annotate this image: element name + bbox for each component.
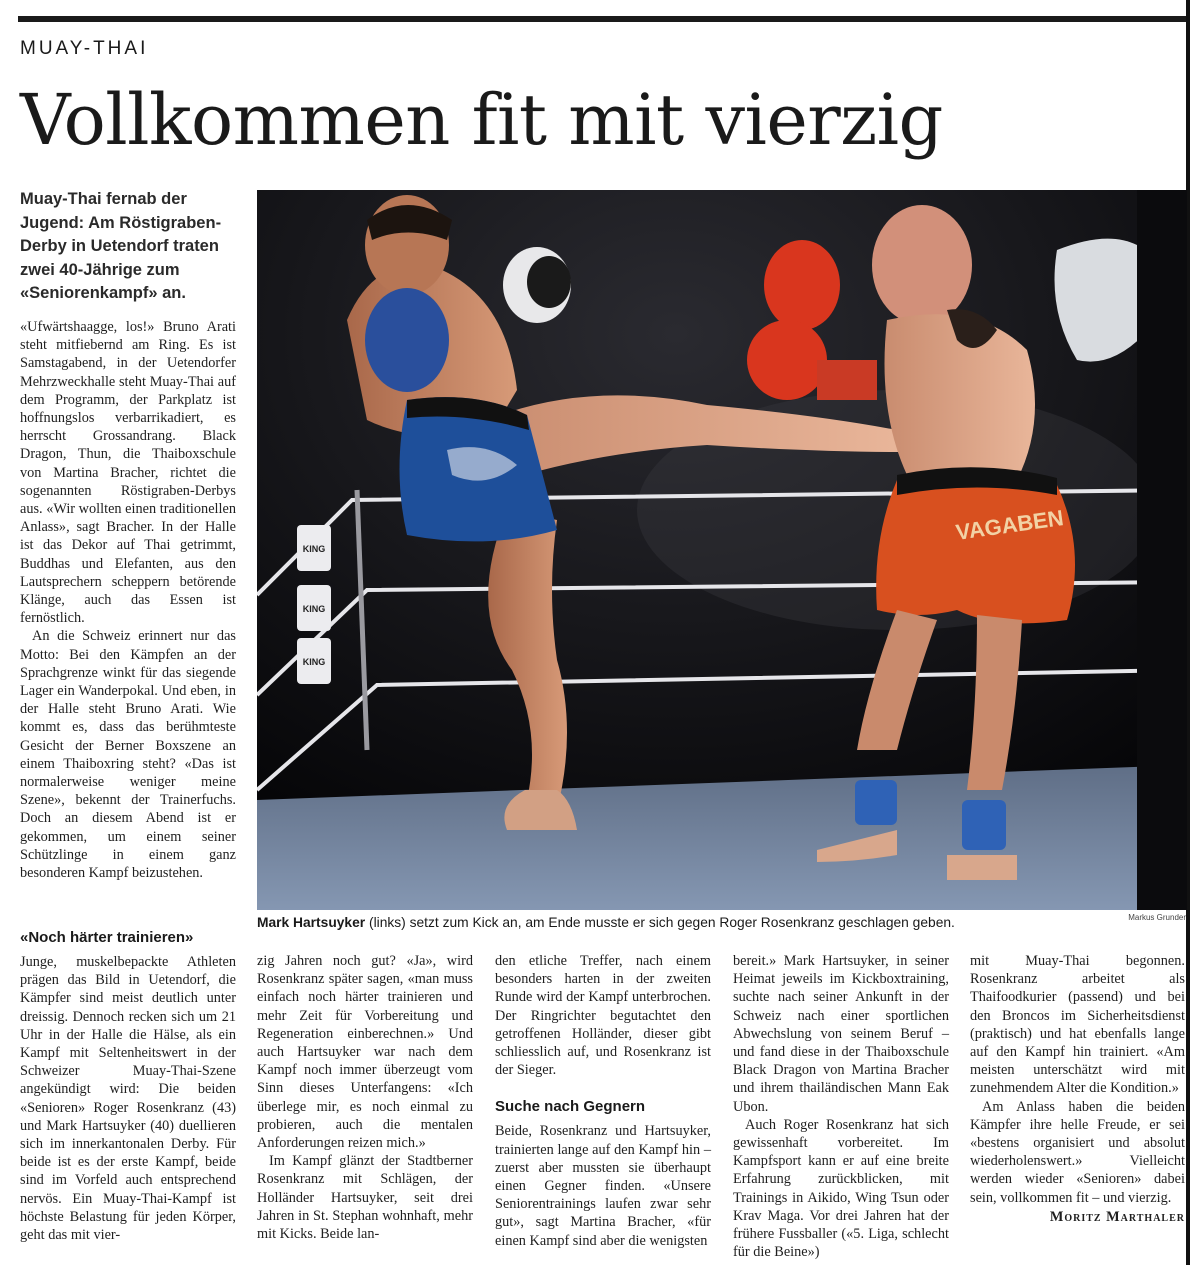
- caption-text: (links) setzt zum Kick an, am Ende musste er sich gegen Roger Rosenkranz geschlagen geben.: [365, 915, 955, 930]
- photo-caption: [257, 915, 1057, 930]
- column-5: [970, 952, 1185, 1226]
- column-4: [733, 952, 949, 1261]
- top-rule: [18, 16, 1190, 22]
- paragraph: Auch Roger Rosenkranz hat sich gewissenhaft vorbereitet. Im Kampfsport kann er auf eine breite Erfahrung zurückblicken, mit Trainings in Aikido, Wing Tsun oder Krav Maga. Vor drei Jahren hat der frühere Fussballer («5. Liga, schlecht für die Beine»): [733, 1116, 949, 1261]
- subheading: «Noch härter trainieren»: [20, 929, 194, 946]
- paragraph: zig Jahren noch gut? «Ja», wird Rosenkranz später sagen, «man muss einfach noch härter trainieren und mehr Zeit für Vorbereitung und Regeneration einberechnen.» Und auch Hartsuyker war nach dem Kampf noch immer überzeugt vom Sinn dieses Unterfangens: «Ich überlege mir, es noch einmal zu probieren, auch die mentalen Anforderungen reizen mich.»: [257, 953, 473, 1152]
- shorts-text: VAGABEN: [954, 505, 1066, 545]
- photo-credit: Markus Grunder: [1128, 913, 1186, 922]
- column-3: [495, 952, 711, 1250]
- paragraph: den etliche Treffer, nach einem besonders harten in der zweiten Runde wird der Kampf unterbrochen. Der Ringrichter begutachtet den getroffenen Holländer, dieser gibt schliesslich auf, und Rosenkranz ist der Sieger.: [495, 953, 711, 1079]
- paragraph: «Ufwärtshaagge, los!» Bruno Arati steht mitfiebernd am Ring. Es ist Samstagabend, in der Uetendorfer Mehrzweckhalle steht Muay-Thai auf dem Programm, der Parkplatz ist hoffnungslos verbarrikadiert, es herrscht Grossandrang. Black Dragon, Thun, die Thaiboxschule von Martina Bracher, richtet die sogenannten Röstigraben-Derbys aus. «Wir wollten einen traditionellen Anlass», sagt Bracher. In der Halle ist das Dekor auf Thai getrimmt, Buddhas und Elefanten, aus den Lautsprechern scheppern betörende Klänge, auch das Essen ist fernöstlich.: [20, 319, 236, 627]
- banner-label: KING: [302, 657, 326, 667]
- column-2: [257, 952, 473, 1243]
- author-byline: Moritz Marthaler: [1049, 1208, 1185, 1225]
- caption-name: Mark Hartsuyker: [257, 915, 366, 930]
- paragraph: Im Kampf glänzt der Stadtberner Rosenkranz mit Schlägen, der Holländer Hartsuyker, seit drei Jahren in St. Stephan wohnhaft, mehr mit Kicks. Beide lan-: [257, 1153, 473, 1243]
- paragraph: mit Muay-Thai begonnen. Rosenkranz arbeitet als Thaifoodkurier (passend) und bei den Broncos im Sicherheitsdienst (praktisch) und hat ebenfalls lange auf den Kampf hin trainiert. «Am meisten unterschätzt wird mit zunehmendem Alter die Kondition.»: [970, 953, 1185, 1097]
- column-1: [20, 318, 236, 882]
- referee-figure: [1137, 190, 1187, 910]
- column-1-lower: [20, 928, 236, 1244]
- paragraph: An die Schweiz erinnert nur das Motto: Bei den Kämpfen an der Sprachgrenze winkt für das siegende Lager ein Wanderpokal. Und eben, in der Halle steht Bruno Arati. Wie kommt es, dass das berühmteste Gesicht der Berner Boxszene an einem Thaiboxring steht? «Das ist normalerweise weniger meine Szene», bekennt der Trainerfuchs. Doch an diesem Abend ist er gekommen, um einem seiner Schützlinge in einem ganz besonderen Kampf beizustehen.: [20, 628, 236, 882]
- lead-text: Muay-Thai fernab der Jugend: Am Röstigraben-Derby in Uetendorf traten zwei 40-Jährige zum «Seniorenkampf» an.: [20, 190, 222, 302]
- article-photo: [257, 190, 1187, 910]
- paragraph: Junge, muskelbepackte Athleten prägen das Bild in Uetendorf, die Kämpfer sind meist deutlich unter dreissig. Dennoch recken sich um 21 Uhr in der Halle die Hälse, als ein Kampf mit Seltenheitswert in der Schweizer Muay-Thai-Szene angekündigt wird: Die beiden «Senioren» Roger Rosenkranz (43) und Mark Hartsuyker (40) duellieren sich im innerkantonalen Derby. Für beide ist es der erste Kampf, beide sind im Vorfeld auch entsprechend nervös. Ein Muay-Thai-Kampf ist höchste Belastung für jeden Körper, geht das mit vier-: [20, 954, 236, 1244]
- headline: Vollkommen fit mit vierzig: [20, 79, 943, 161]
- paragraph: bereit.» Mark Hartsuyker, in seiner Heimat jeweils im Kickboxtraining, suchte nach seiner Ankunft in der Schweiz nach einer sportlichen Abwechslung von seinem Beruf – und fand diese in der Thaiboxschule Black Dragon von Martina Bracher und ihrem thailändischen Mann Eak Ubon.: [733, 953, 949, 1115]
- section-kicker: MUAY-THAI: [20, 38, 149, 59]
- paragraph: Am Anlass haben die beiden Kämpfer ihre helle Freude, er sei «bestens organisiert und absolut wiederholenswert.» Vielleicht werden wieder «Senioren» dabei sein, vollkommen fit – und vierzig.: [970, 1098, 1185, 1206]
- subheading: Suche nach Gegnern: [495, 1098, 646, 1116]
- banner-label: KING: [302, 604, 326, 614]
- banner-label: KING: [302, 544, 326, 554]
- paragraph: Beide, Rosenkranz und Hartsuyker, trainierten lange auf den Kampf hin – zuerst aber mussten sie überhaupt einen Gegner finden. «Unsere Seniorentrainings laufen zwar sehr gut», sagt Martina Bracher, «für einen Kampf sind aber die wenigsten: [495, 1123, 711, 1249]
